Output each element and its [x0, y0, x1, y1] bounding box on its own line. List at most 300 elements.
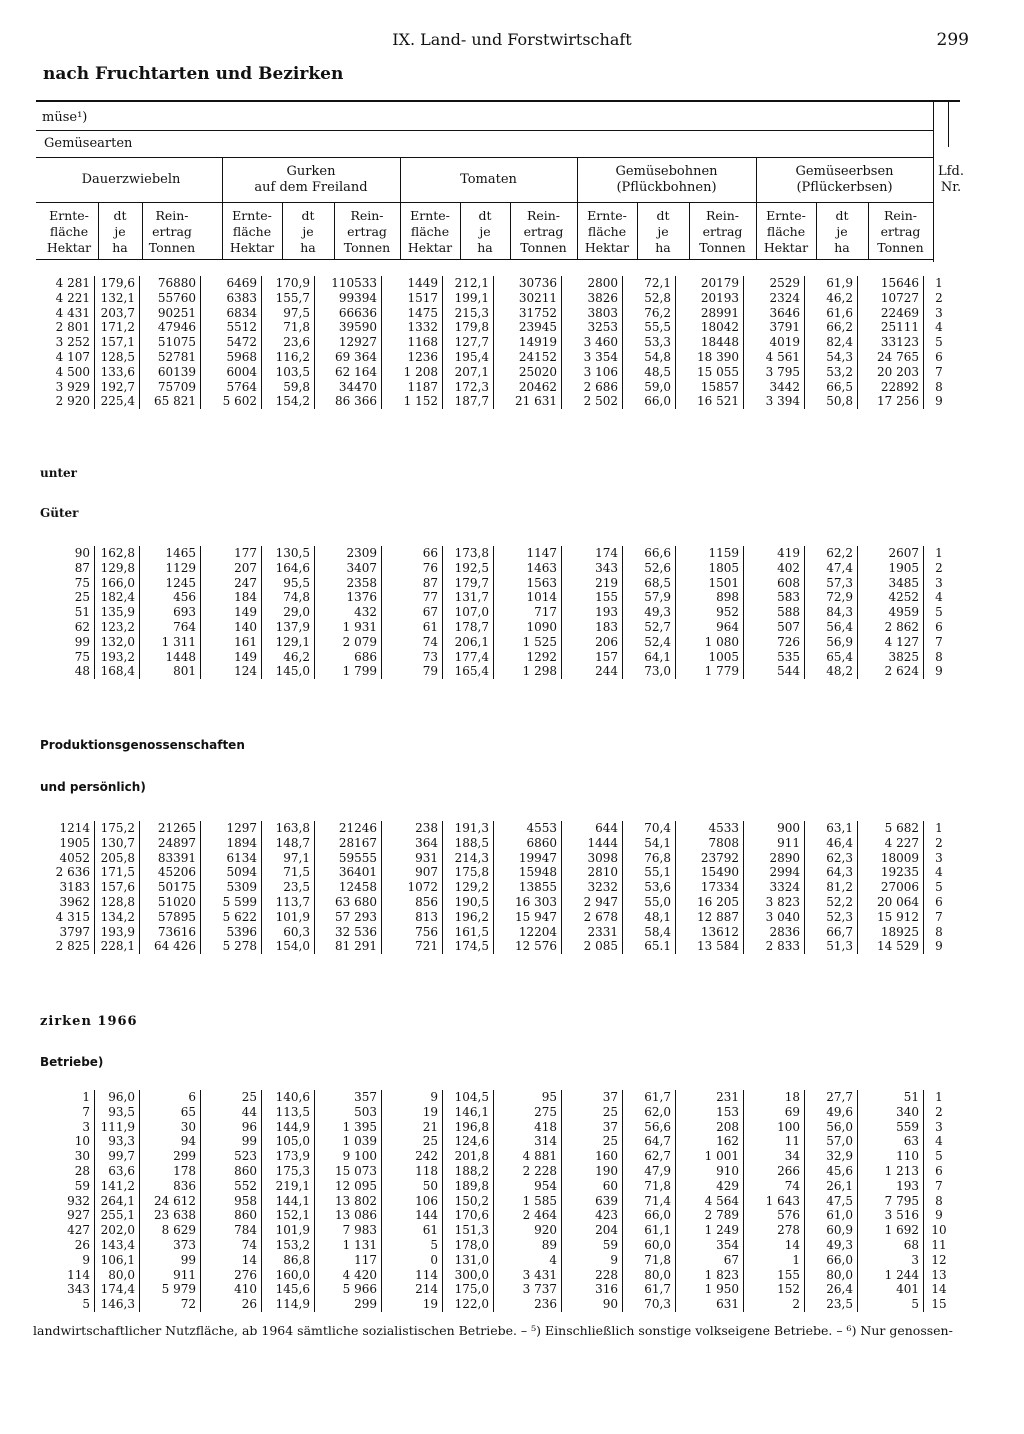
data-cell: 2309: [315, 546, 382, 561]
data-cell: 15490: [676, 865, 744, 880]
data-cell: 1 311: [140, 635, 201, 650]
data-cell: 1332: [382, 320, 443, 335]
data-cell: 6383: [201, 291, 262, 306]
row-number-cell: 7: [935, 634, 943, 649]
data-cell: 52,3: [805, 910, 858, 925]
data-cell: 23792: [676, 851, 744, 866]
row-number-cell: 2: [935, 835, 943, 850]
data-cell: 1 525: [494, 635, 562, 650]
data-cell: 66,0: [805, 1253, 858, 1268]
data-cell: 3 252: [36, 335, 95, 350]
data-cell: 3 106: [562, 365, 623, 380]
data-cell: 276: [201, 1268, 262, 1283]
column-header: dt je ha: [112, 208, 128, 255]
table-row: [36, 1179, 954, 1194]
data-cell: 1475: [382, 306, 443, 321]
data-cell: 32 536: [315, 925, 382, 940]
data-cell: 16 303: [494, 895, 562, 910]
data-cell: 22469: [858, 306, 924, 321]
data-cell: 507: [744, 620, 805, 635]
data-cell: 128,5: [95, 350, 140, 365]
data-cell: 1463: [494, 561, 562, 576]
data-cell: 54,8: [623, 350, 676, 365]
data-cell: 1 244: [858, 1268, 924, 1283]
data-cell: 212,1: [443, 276, 494, 291]
data-cell: 170,9: [262, 276, 315, 291]
row-number-cell: 4: [935, 865, 943, 880]
data-cell: 56,9: [805, 635, 858, 650]
data-cell: 3826: [562, 291, 623, 306]
data-cell: 898: [676, 590, 744, 605]
data-cell: 193: [562, 605, 623, 620]
table-row: [36, 620, 954, 635]
data-cell: 5968: [201, 350, 262, 365]
data-cell: 172,3: [443, 380, 494, 395]
data-cell: 860: [201, 1208, 262, 1223]
data-cell: 30: [140, 1120, 201, 1135]
data-cell: 62: [36, 620, 95, 635]
data-cell: 28: [36, 1164, 95, 1179]
data-cell: 132,0: [95, 635, 140, 650]
data-cell: 932: [36, 1194, 95, 1209]
data-cell: 357: [315, 1090, 382, 1105]
data-cell: 13 086: [315, 1208, 382, 1223]
data-cell: 3253: [562, 320, 623, 335]
table-row: [36, 1120, 954, 1135]
data-cell: 1501: [676, 576, 744, 591]
data-cell: 71,5: [262, 865, 315, 880]
data-cell: 66636: [315, 306, 382, 321]
data-cell: 299: [315, 1297, 382, 1312]
data-cell: 83391: [140, 851, 201, 866]
data-cell: 55,1: [623, 865, 676, 880]
data-cell: 56,0: [805, 1120, 858, 1135]
data-cell: 2 789: [676, 1208, 744, 1223]
data-cell: 544: [744, 664, 805, 679]
data-cell: 6834: [201, 306, 262, 321]
data-cell: 44: [201, 1105, 262, 1120]
table-row: [36, 605, 954, 620]
data-cell: 162,8: [95, 546, 140, 561]
data-cell: 161: [201, 635, 262, 650]
running-header: IX. Land- und Forstwirtschaft: [392, 30, 632, 49]
data-cell: 911: [140, 1268, 201, 1283]
data-cell: 5 979: [140, 1282, 201, 1297]
data-cell: 23 638: [140, 1208, 201, 1223]
data-cell: 5 599: [201, 895, 262, 910]
data-cell: 61,6: [805, 306, 858, 321]
data-cell: 25: [562, 1105, 623, 1120]
data-cell: 2529: [744, 276, 805, 291]
column-header: Rein- ertrag Tonnen: [699, 208, 746, 255]
data-cell: 187,7: [443, 394, 494, 409]
row-number-cell: 8: [935, 1193, 943, 1208]
row-number-cell: 3: [935, 305, 943, 320]
data-cell: 2 825: [36, 939, 95, 954]
data-cell: 2 502: [562, 394, 623, 409]
data-cell: 19: [382, 1105, 443, 1120]
data-cell: 95: [494, 1090, 562, 1105]
data-cell: 7808: [676, 836, 744, 851]
data-cell: 173,8: [443, 546, 494, 561]
data-cell: 47,9: [623, 1164, 676, 1179]
data-cell: 174,4: [95, 1282, 140, 1297]
data-cell: 153,2: [262, 1238, 315, 1253]
data-cell: 157,1: [95, 335, 140, 350]
rule-3: [36, 157, 933, 158]
data-cell: 145,0: [262, 664, 315, 679]
data-cell: 61,7: [623, 1090, 676, 1105]
data-cell: 160,0: [262, 1268, 315, 1283]
data-cell: 726: [744, 635, 805, 650]
data-cell: 1 208: [382, 365, 443, 380]
row-number-cell: 7: [935, 364, 943, 379]
data-cell: 26,4: [805, 1282, 858, 1297]
data-cell: 15948: [494, 865, 562, 880]
data-cell: 99: [140, 1253, 201, 1268]
data-cell: 82,4: [805, 335, 858, 350]
data-cell: 61: [382, 620, 443, 635]
data-cell: 3098: [562, 851, 623, 866]
row-number-cell: 2: [935, 560, 943, 575]
data-cell: 70,4: [623, 821, 676, 836]
data-cell: 954: [494, 1179, 562, 1194]
data-cell: 228,1: [95, 939, 140, 954]
data-cell: 100: [744, 1120, 805, 1135]
row-number-cell: 10: [931, 1223, 947, 1238]
data-cell: 1 585: [494, 1194, 562, 1209]
label-muese: müse¹): [42, 110, 88, 125]
data-cell: 79: [382, 664, 443, 679]
data-cell: 559: [858, 1120, 924, 1135]
data-cell: 86,8: [262, 1253, 315, 1268]
data-cell: 30211: [494, 291, 562, 306]
data-cell: 123,2: [95, 620, 140, 635]
table-row: [36, 1134, 954, 1149]
data-cell: 47946: [140, 320, 201, 335]
data-cell: 171,5: [95, 865, 140, 880]
data-cell: 72,9: [805, 590, 858, 605]
data-cell: 144: [382, 1208, 443, 1223]
group-label-gurken: Gurken auf dem Freiland: [254, 164, 368, 195]
data-cell: 1 799: [315, 664, 382, 679]
data-cell: 99394: [315, 291, 382, 306]
data-cell: 693: [140, 605, 201, 620]
data-cell: 18: [744, 1090, 805, 1105]
section-label-bezirken-1966: zirken 1966: [40, 1014, 138, 1029]
data-cell: 54,1: [623, 836, 676, 851]
data-cell: 55760: [140, 291, 201, 306]
row-number-cell: 8: [935, 379, 943, 394]
data-cell: 242: [382, 1149, 443, 1164]
data-cell: 4 315: [36, 910, 95, 925]
data-cell: 175,2: [95, 821, 140, 836]
data-cell: 65 821: [140, 394, 201, 409]
data-cell: 106: [382, 1194, 443, 1209]
data-cell: 12458: [315, 880, 382, 895]
data-cell: 6004: [201, 365, 262, 380]
data-cell: 1 823: [676, 1268, 744, 1283]
data-cell: 183: [562, 620, 623, 635]
data-cell: 18042: [676, 320, 744, 335]
data-cell: 418: [494, 1120, 562, 1135]
data-cell: 5 682: [858, 821, 924, 836]
data-cell: 166,0: [95, 576, 140, 591]
data-cell: 65,4: [805, 650, 858, 665]
data-cell: 25: [36, 590, 95, 605]
data-cell: 61,7: [623, 1282, 676, 1297]
data-cell: 576: [744, 1208, 805, 1223]
data-cell: 59: [36, 1179, 95, 1194]
data-cell: 23,5: [805, 1297, 858, 1312]
data-cell: 124,6: [443, 1134, 494, 1149]
data-cell: 45,6: [805, 1164, 858, 1179]
data-cell: 4553: [494, 821, 562, 836]
table-row: [36, 851, 954, 866]
data-cell: 340: [858, 1105, 924, 1120]
table-row: [36, 546, 954, 561]
data-cell: 2 636: [36, 865, 95, 880]
data-cell: 135,9: [95, 605, 140, 620]
data-cell: 25: [562, 1134, 623, 1149]
page-number: 299: [936, 30, 969, 50]
data-cell: 21246: [315, 821, 382, 836]
data-cell: 5 622: [201, 910, 262, 925]
data-cell: 94: [140, 1134, 201, 1149]
table-row: [36, 1253, 954, 1268]
data-cell: 69: [744, 1105, 805, 1120]
data-cell: 179,7: [443, 576, 494, 591]
data-cell: 3183: [36, 880, 95, 895]
data-cell: 157: [562, 650, 623, 665]
data-cell: 104,5: [443, 1090, 494, 1105]
data-cell: 1894: [201, 836, 262, 851]
data-cell: 57 293: [315, 910, 382, 925]
data-cell: 215,3: [443, 306, 494, 321]
data-cell: 80,0: [805, 1268, 858, 1283]
data-cell: 2: [744, 1297, 805, 1312]
data-cell: 47,4: [805, 561, 858, 576]
data-cell: 60,3: [262, 925, 315, 940]
data-cell: 7: [36, 1105, 95, 1120]
data-cell: 402: [744, 561, 805, 576]
data-cell: 31752: [494, 306, 562, 321]
data-cell: 1 643: [744, 1194, 805, 1209]
row-number-cell: 4: [935, 320, 943, 335]
data-cell: 73616: [140, 925, 201, 940]
data-cell: 52,7: [623, 620, 676, 635]
data-cell: 20 064: [858, 895, 924, 910]
data-cell: 10: [36, 1134, 95, 1149]
data-cell: 50175: [140, 880, 201, 895]
data-cell: 931: [382, 851, 443, 866]
row-number-cell: 7: [935, 909, 943, 924]
data-cell: 784: [201, 1223, 262, 1238]
data-cell: 23,5: [262, 880, 315, 895]
data-cell: 190,5: [443, 895, 494, 910]
data-cell: 535: [744, 650, 805, 665]
data-cell: 12927: [315, 335, 382, 350]
data-cell: 18925: [858, 925, 924, 940]
data-cell: 196,8: [443, 1120, 494, 1135]
data-cell: 20 203: [858, 365, 924, 380]
data-cell: 26,1: [805, 1179, 858, 1194]
data-cell: 264,1: [95, 1194, 140, 1209]
data-cell: 90: [36, 546, 95, 561]
data-cell: 189,8: [443, 1179, 494, 1194]
table-row: [36, 664, 954, 679]
row-number-cell: 12: [931, 1252, 947, 1267]
data-cell: 1905: [858, 561, 924, 576]
column-header: dt je ha: [655, 208, 671, 255]
data-cell: 182,4: [95, 590, 140, 605]
data-cell: 99,7: [95, 1149, 140, 1164]
data-cell: 5472: [201, 335, 262, 350]
data-cell: 87: [382, 576, 443, 591]
data-cell: 49,3: [805, 1238, 858, 1253]
data-cell: 1072: [382, 880, 443, 895]
data-cell: 65.1: [623, 939, 676, 954]
data-cell: 134,2: [95, 910, 140, 925]
data-cell: 93,5: [95, 1105, 140, 1120]
table-row: [36, 1164, 954, 1179]
data-cell: 19235: [858, 865, 924, 880]
data-cell: 64,1: [623, 650, 676, 665]
data-cell: 6860: [494, 836, 562, 851]
data-cell: 49,3: [623, 605, 676, 620]
table-row: [36, 1105, 954, 1120]
data-cell: 118: [382, 1164, 443, 1179]
data-cell: 32,9: [805, 1149, 858, 1164]
row-number-cell: 1: [935, 276, 943, 290]
column-header: Ernte- fläche Hektar: [46, 208, 92, 255]
data-cell: 64 426: [140, 939, 201, 954]
data-cell: 2331: [562, 925, 623, 940]
data-cell: 21265: [140, 821, 201, 836]
data-cell: 3 460: [562, 335, 623, 350]
data-cell: 1129: [140, 561, 201, 576]
data-cell: 6469: [201, 276, 262, 291]
data-cell: 192,5: [443, 561, 494, 576]
data-cell: 13855: [494, 880, 562, 895]
data-cell: 1 080: [676, 635, 744, 650]
data-cell: 160: [562, 1149, 623, 1164]
data-cell: 5 966: [315, 1282, 382, 1297]
data-cell: 144,1: [262, 1194, 315, 1209]
data-cell: 75709: [140, 380, 201, 395]
data-cell: 146,1: [443, 1105, 494, 1120]
footnote: landwirtschaftlicher Nutzfläche, ab 1964 sämtliche sozialistischen Betriebe. – ⁵) Einschließlich sonstige volkseigene Betriebe. – ⁶) Nur genossen-: [33, 1323, 953, 1338]
data-cell: 228: [562, 1268, 623, 1283]
data-cell: 45206: [140, 865, 201, 880]
data-cell: 5: [858, 1297, 924, 1312]
row-number-cell: 2: [935, 290, 943, 305]
data-cell: 63,6: [95, 1164, 140, 1179]
data-cell: 3825: [858, 650, 924, 665]
label-gemuesearten: Gemüsearten: [44, 136, 133, 151]
row-number-cell: 6: [935, 1163, 943, 1178]
row-number-cell: 5: [935, 335, 943, 350]
column-header: dt je ha: [834, 208, 850, 255]
data-cell: 13 802: [315, 1194, 382, 1209]
data-table-section-2: [36, 546, 954, 679]
data-cell: 764: [140, 620, 201, 635]
data-cell: 68,5: [623, 576, 676, 591]
data-cell: 74: [744, 1179, 805, 1194]
data-cell: 1168: [382, 335, 443, 350]
data-cell: 3324: [744, 880, 805, 895]
data-cell: 3791: [744, 320, 805, 335]
data-cell: 5: [382, 1238, 443, 1253]
data-cell: 140,6: [262, 1090, 315, 1105]
data-cell: 278: [744, 1223, 805, 1238]
data-cell: 4 561: [744, 350, 805, 365]
data-cell: 1 152: [382, 394, 443, 409]
data-cell: 552: [201, 1179, 262, 1194]
data-cell: 116,2: [262, 350, 315, 365]
table-row: [36, 939, 954, 954]
data-cell: 60139: [140, 365, 201, 380]
data-cell: 4533: [676, 821, 744, 836]
data-cell: 644: [562, 821, 623, 836]
data-cell: 12 576: [494, 939, 562, 954]
data-cell: 1 039: [315, 1134, 382, 1149]
data-cell: 24897: [140, 836, 201, 851]
row-number-cell: 1: [935, 1090, 943, 1104]
data-cell: 3797: [36, 925, 95, 940]
data-cell: 3 929: [36, 380, 95, 395]
data-cell: 206,1: [443, 635, 494, 650]
data-cell: 175,3: [262, 1164, 315, 1179]
data-cell: 90: [562, 1297, 623, 1312]
data-cell: 1376: [315, 590, 382, 605]
data-cell: 2358: [315, 576, 382, 591]
data-cell: 3: [36, 1120, 95, 1135]
data-cell: 137,9: [262, 620, 315, 635]
section-label-betriebe: Betriebe): [40, 1055, 104, 1069]
data-cell: 95,5: [262, 576, 315, 591]
data-cell: 20462: [494, 380, 562, 395]
data-cell: 15 073: [315, 1164, 382, 1179]
data-cell: 48,1: [623, 910, 676, 925]
table-row: [36, 895, 954, 910]
data-cell: 10727: [858, 291, 924, 306]
data-cell: 129,2: [443, 880, 494, 895]
data-cell: 354: [676, 1238, 744, 1253]
data-cell: 2994: [744, 865, 805, 880]
data-cell: 1 213: [858, 1164, 924, 1179]
group-label-gemuesebohnen: Gemüsebohnen (Pflückbohnen): [615, 164, 718, 195]
data-cell: 48,5: [623, 365, 676, 380]
column-header: dt je ha: [300, 208, 316, 255]
data-cell: 2800: [562, 276, 623, 291]
data-cell: 178,0: [443, 1238, 494, 1253]
section-label-gueter: Güter: [40, 506, 79, 520]
column-header: dt je ha: [477, 208, 493, 255]
data-cell: 9: [382, 1090, 443, 1105]
data-cell: 140: [201, 620, 262, 635]
data-cell: 4 221: [36, 291, 95, 306]
data-cell: 266: [744, 1164, 805, 1179]
table-row: [36, 320, 954, 335]
data-cell: 219: [562, 576, 623, 591]
data-cell: 170,6: [443, 1208, 494, 1223]
data-cell: 162: [676, 1134, 744, 1149]
data-cell: 717: [494, 605, 562, 620]
data-cell: 54,3: [805, 350, 858, 365]
data-cell: 343: [562, 561, 623, 576]
data-cell: 161,5: [443, 925, 494, 940]
